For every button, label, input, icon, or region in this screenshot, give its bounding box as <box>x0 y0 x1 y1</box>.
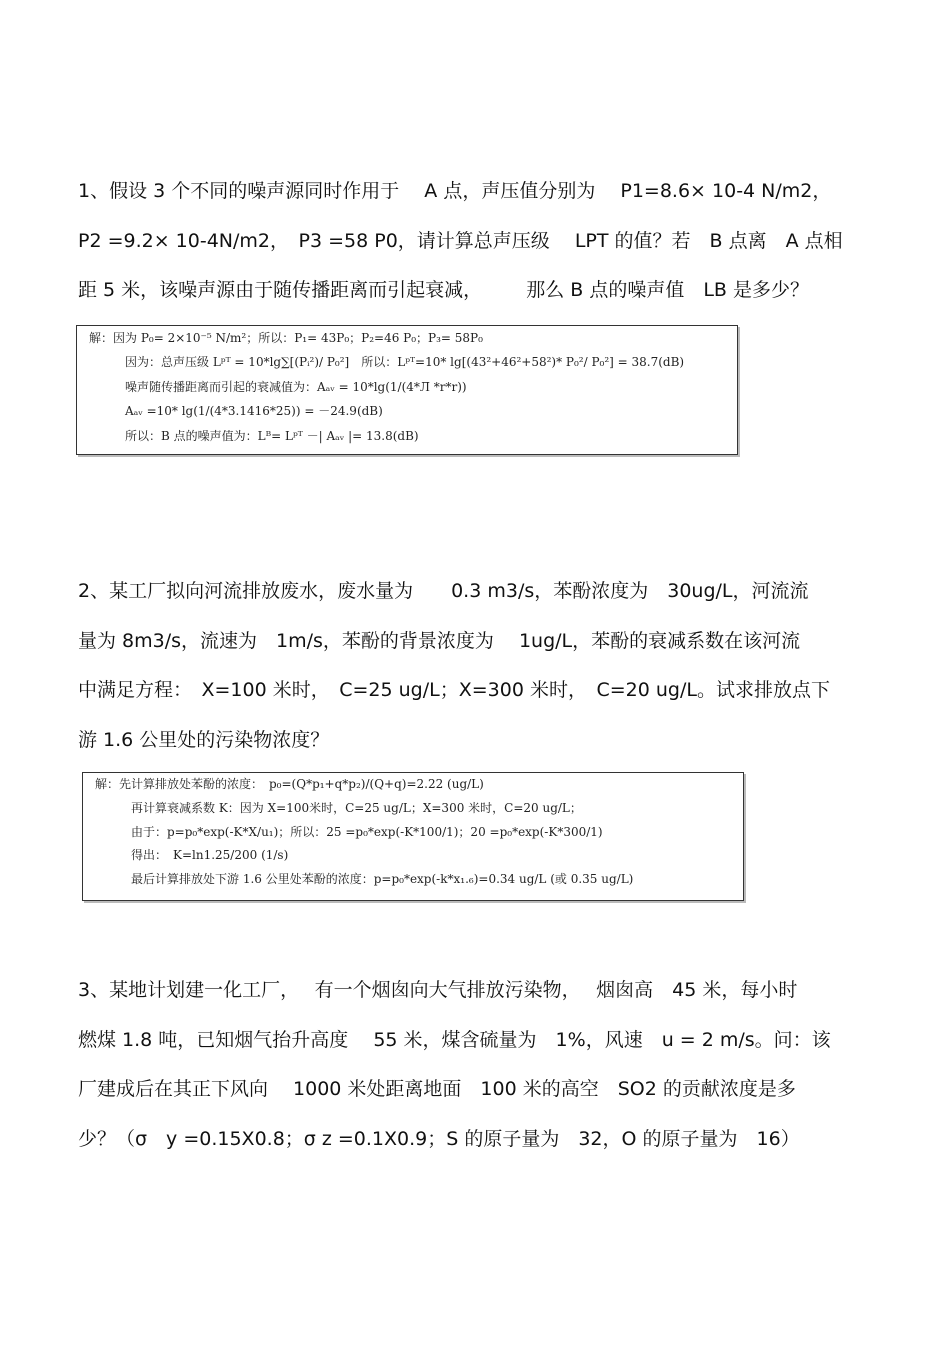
question-3-line: 厂建成后在其正下风向 1000 米处距离地面 100 米的高空 SO2 的贡献浓度是多 <box>78 1078 796 1100</box>
question-3 <box>78 966 853 1164</box>
answer-1-box <box>76 325 738 455</box>
answer-2-line: 再计算衰减系数 K：因为 X=100米时，C=25 ug/L；X=300 米时，C=20 ug/L； <box>131 800 582 815</box>
question-1 <box>78 167 853 316</box>
question-1-line: P2 =9.2× 10-4N/m2， P3 =58 P0，请计算总声压级 LPT 的值？若 B 点离 A 点相 <box>78 229 843 252</box>
answer-2-line: 解：先计算排放处苯酚的浓度： p₀=(Q*p₁+q*p₂)/(Q+q)=2.22 (ug/L) <box>95 777 484 791</box>
question-2-line: 中满足方程： X=100 米时， C=25 ug/L；X=300 米时， C=20 ug/L。试求排放点下 <box>78 679 830 701</box>
question-3-line: 3、某地计划建一化工厂， 有一个烟囱向大气排放污染物， 烟囱高 45 米，每小时 <box>78 979 798 1001</box>
question-2 <box>78 567 853 765</box>
question-2-line: 游 1.6 公里处的污染物浓度？ <box>78 728 330 751</box>
question-2-line: 量为 8m3/s，流速为 1m/s，苯酚的背景浓度为 1ug/L，苯酚的衰减系数在该河流 <box>78 629 801 652</box>
question-2-line: 2、某工厂拟向河流排放废水，废水量为 0.3 m3/s，苯酚浓度为 30ug/L，河流流 <box>78 580 809 602</box>
question-1-line: 1、假设 3 个不同的噪声源同时作用于 A 点，声压值分别为 P1=8.6× 10-4 N/m2， <box>78 180 832 202</box>
answer-1-line: 解：因为 P₀= 2×10⁻⁵ N/m²；所以：P₁= 43P₀；P₂=46 P₀；P₃= 58P₀ <box>89 331 483 345</box>
question-3-line: 燃煤 1.8 吨，已知烟气抬升高度 55 米，煤含硫量为 1%，风速 u = 2 m/s。问：该 <box>78 1028 831 1051</box>
answer-1-line: 因为：总声压级 Lᵖᵀ = 10*lg∑[(Pᵢ²)/ P₀²] 所以：Lᵖᵀ=10* lg[(43²+46²+58²)* P₀²/ P₀²] = 38.7(dB) <box>125 355 685 370</box>
answer-1-line: 所以：B 点的噪声值为：Lᴮ= Lᵖᵀ －| Aₐᵥ |= 13.8(dB) <box>125 428 419 443</box>
answer-1-line: 噪声随传播距离而引起的衰减值为：Aₐᵥ = 10*lg(1/(4*Л *r*r)) <box>125 379 467 394</box>
question-1-line: 距 5 米，该噪声源由于随传播距离而引起衰减， 那么 B 点的噪声值 LB 是多少？ <box>78 279 809 301</box>
answer-2-line: 由于：p=p₀*exp(-K*X/u₁)；所以：25 =p₀*exp(-K*100/1)；20 =p₀*exp(-K*300/1) <box>131 824 603 839</box>
answer-2-line: 得出： K=ln1.25/200 (1/s) <box>131 848 289 863</box>
question-3-line: 少？（σ y =0.15X0.8；σ z =0.1X0.9；S 的原子量为 32，O 的原子量为 16） <box>78 1127 800 1150</box>
answer-2-line: 最后计算排放处下游 1.6 公里处苯酚的浓度：p=p₀*exp(-k*x₁.₆)=0.34 ug/L (或 0.35 ug/L) <box>131 872 634 887</box>
answer-2-box <box>82 772 744 901</box>
answer-1-line: Aₐᵥ =10* lg(1/(4*3.1416*25)) = －24.9(dB) <box>125 404 383 419</box>
